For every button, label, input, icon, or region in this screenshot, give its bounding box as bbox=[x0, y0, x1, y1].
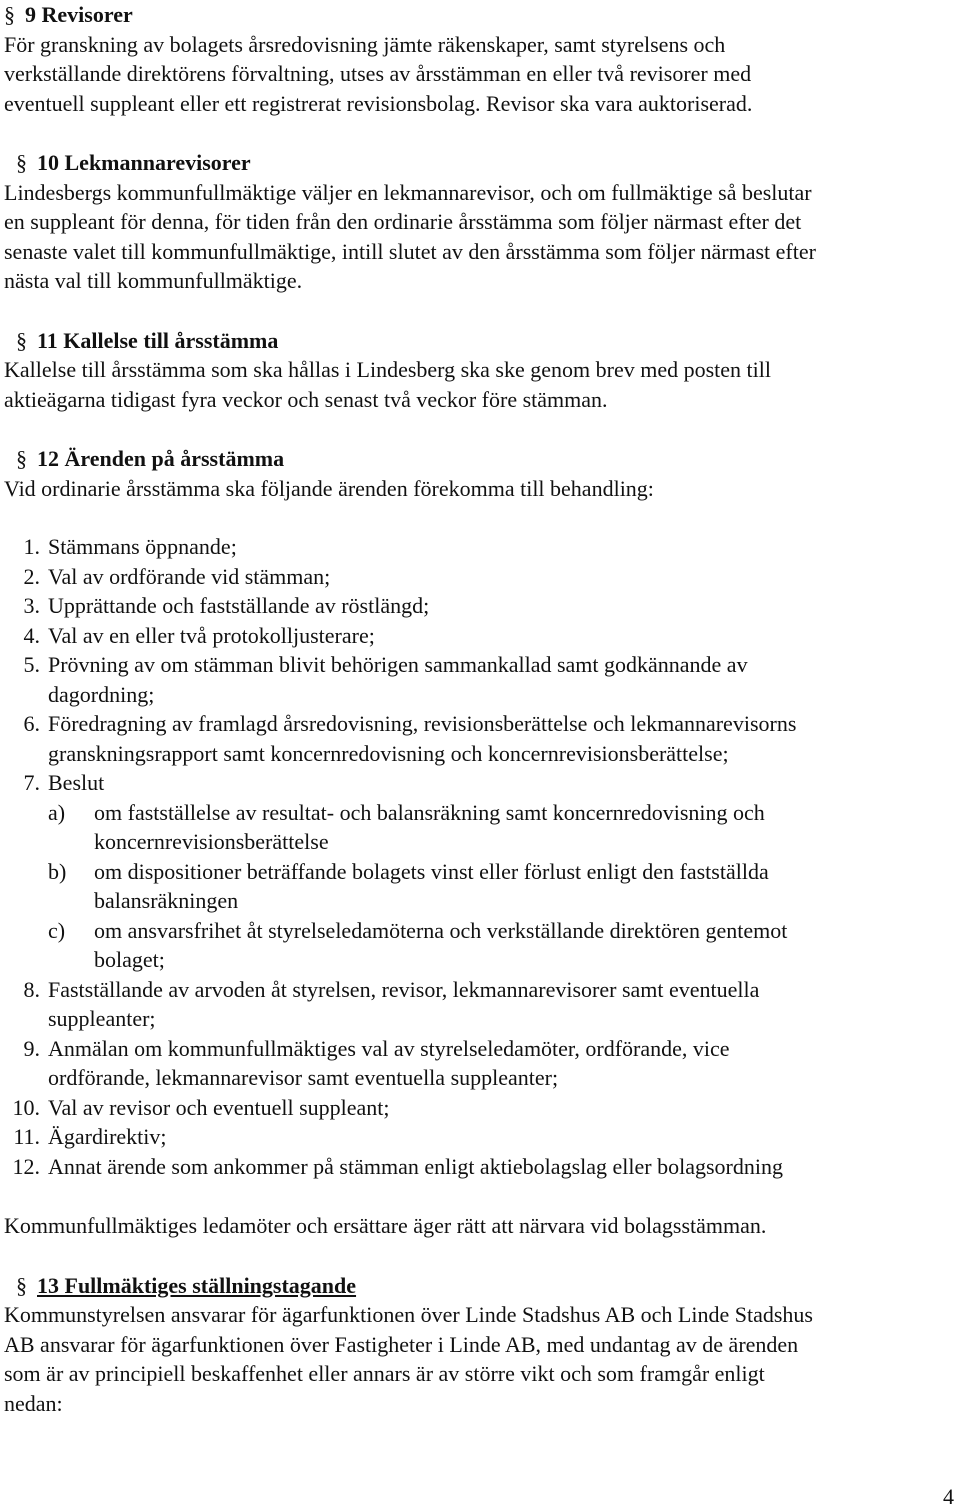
spacer bbox=[4, 1181, 954, 1211]
sub-item-label: c) bbox=[48, 917, 66, 943]
section-13 bbox=[4, 1271, 954, 1419]
section-title: 11 Kallelse till årsstämma bbox=[37, 327, 279, 353]
list-item-text: Prövning av om stämman blivit behörigen sammankallad samt godkännande av bbox=[48, 652, 748, 677]
paragraph-line: Vid ordinarie årsstämma ska följande ärenden förekomma till behandling: bbox=[4, 475, 654, 501]
paragraph-line: AB ansvarar för ägarfunktionen över Fastigheter i Linde AB, med undantag av de ärenden bbox=[4, 1331, 799, 1357]
list-item-text: Anmälan om kommunfullmäktiges val av styrelseledamöter, ordförande, vice bbox=[48, 1035, 730, 1061]
list-number: 2. bbox=[23, 563, 40, 589]
sub-item-label: b) bbox=[48, 858, 67, 884]
document-page bbox=[4, 0, 954, 1418]
paragraph-line: Kallelse till årsstämma som ska hållas i Lindesberg ska ske genom brev med posten till bbox=[4, 357, 771, 382]
section-title: 13 Fullmäktiges ställningstagande bbox=[37, 1272, 357, 1298]
list-item-text: Ägardirektiv; bbox=[48, 1124, 167, 1149]
paragraph-line: Lindesbergs kommunfullmäktige väljer en lekmannarevisor, och om fullmäktige så beslutar bbox=[4, 179, 812, 205]
list-item bbox=[4, 650, 954, 680]
spacer bbox=[4, 118, 954, 148]
list-item bbox=[4, 709, 954, 739]
list-number: 7. bbox=[23, 770, 40, 795]
section-9 bbox=[4, 0, 954, 118]
list-item bbox=[4, 975, 954, 1005]
list-number: 8. bbox=[23, 976, 40, 1002]
list-item bbox=[4, 621, 954, 651]
section-12 bbox=[4, 444, 954, 1241]
paragraph-line: eventuell suppleant eller ett registrerat revisionsbolag. Revisor ska vara auktoriserad. bbox=[4, 90, 753, 116]
section-heading bbox=[4, 326, 954, 356]
list-item-text: Val av en eller två protokolljusterare; bbox=[48, 622, 375, 648]
sub-list-item-continuation bbox=[4, 945, 954, 975]
sub-item-text: bolaget; bbox=[94, 947, 165, 972]
list-item-continuation bbox=[4, 680, 954, 710]
paragraph-line: aktieägarna tidigast fyra veckor och senast två veckor före stämman. bbox=[4, 386, 608, 412]
list-item bbox=[4, 1152, 954, 1182]
paragraph-line: verkställande direktörens förvaltning, utses av årsstämman en eller två revisorer med bbox=[4, 61, 752, 86]
list-number: 12. bbox=[12, 1153, 40, 1179]
paragraph-line: För granskning av bolagets årsredovisning jämte räkenskaper, samt styrelsens och bbox=[4, 31, 726, 57]
list-item bbox=[4, 1122, 954, 1152]
spacer bbox=[4, 1241, 954, 1271]
section-heading bbox=[4, 0, 954, 30]
spacer bbox=[4, 296, 954, 326]
spacer bbox=[4, 503, 954, 532]
list-item-text: Beslut bbox=[48, 770, 105, 795]
spacer bbox=[4, 414, 954, 444]
paragraph-line: en suppleant för denna, för tiden från den ordinarie årsstämma som följer närmast efter det bbox=[4, 209, 802, 234]
list-number: 10. bbox=[12, 1094, 40, 1120]
paragraph-line: Kommunstyrelsen ansvarar för ägarfunktionen över Linde Stadshus AB och Linde Stadshus bbox=[4, 1302, 813, 1327]
sub-item-label: a) bbox=[48, 799, 66, 825]
section-heading bbox=[4, 444, 954, 474]
paragraph-line: nästa val till kommunfullmäktige. bbox=[4, 268, 303, 293]
sub-list-item bbox=[4, 857, 954, 887]
section-symbol: § bbox=[16, 1272, 27, 1298]
list-item bbox=[4, 591, 954, 621]
list-item bbox=[4, 562, 954, 592]
section-symbol: § bbox=[16, 327, 27, 353]
list-item bbox=[4, 532, 954, 562]
list-item-text: Fastställande av arvoden åt styrelsen, revisor, lekmannarevisorer samt eventuella bbox=[48, 976, 760, 1002]
sub-list-item-continuation bbox=[4, 827, 954, 857]
numbered-list bbox=[4, 532, 954, 1181]
list-item-text: Annat ärende som ankommer på stämman enligt aktiebolagslag eller bolagsordning bbox=[48, 1153, 783, 1179]
section-heading bbox=[4, 148, 954, 178]
paragraph-line: Kommunfullmäktiges ledamöter och ersättare äger rätt att närvara vid bolagsstämman. bbox=[4, 1213, 767, 1238]
list-number: 6. bbox=[23, 711, 40, 736]
list-item-continuation bbox=[4, 1004, 954, 1034]
paragraph-line: nedan: bbox=[4, 1390, 63, 1416]
list-number: 11. bbox=[13, 1124, 40, 1149]
sub-item-text: om dispositioner beträffande bolagets vinst eller förlust enligt den fastställda bbox=[94, 858, 769, 884]
list-item-text: Upprättande och fastställande av röstlängd; bbox=[48, 593, 430, 618]
page-number: 4 bbox=[943, 1484, 954, 1509]
sub-item-text: koncernrevisionsberättelse bbox=[94, 829, 329, 854]
section-title: 9 Revisorer bbox=[25, 2, 133, 27]
list-item-text: granskningsrapport samt koncernredovisning och koncernrevisionsberättelse; bbox=[48, 740, 729, 766]
list-item-text: Föredragning av framlagd årsredovisning, revisionsberättelse och lekmannarevisorns bbox=[48, 711, 797, 736]
section-symbol: § bbox=[16, 150, 27, 175]
list-item-text: Val av revisor och eventuell suppleant; bbox=[48, 1094, 390, 1120]
list-item-text: ordförande, lekmannarevisor samt eventuella suppleanter; bbox=[48, 1065, 559, 1090]
list-item-continuation bbox=[4, 739, 954, 769]
sub-list-item bbox=[4, 916, 954, 946]
list-number: 5. bbox=[23, 652, 40, 677]
list-number: 9. bbox=[23, 1035, 40, 1061]
section-heading bbox=[4, 1271, 954, 1301]
sub-item-text: om fastställelse av resultat- och balansräkning samt koncernredovisning och bbox=[94, 799, 765, 825]
section-title: 10 Lekmannarevisorer bbox=[37, 150, 251, 175]
sub-item-text: om ansvarsfrihet åt styrelseledamöterna och verkställande direktören gentemot bbox=[94, 917, 788, 943]
sub-list-item-continuation bbox=[4, 886, 954, 916]
list-item bbox=[4, 1034, 954, 1064]
list-item-continuation bbox=[4, 1063, 954, 1093]
section-10 bbox=[4, 148, 954, 296]
section-symbol: § bbox=[4, 2, 15, 27]
list-item bbox=[4, 768, 954, 798]
section-symbol: § bbox=[16, 446, 27, 471]
list-item-text: suppleanter; bbox=[48, 1006, 156, 1031]
list-number: 3. bbox=[23, 593, 40, 618]
list-item-text: Val av ordförande vid stämman; bbox=[48, 563, 331, 589]
section-title: 12 Ärenden på årsstämma bbox=[37, 446, 285, 471]
list-item-text: Stämmans öppnande; bbox=[48, 534, 237, 559]
list-item-text: dagordning; bbox=[48, 681, 155, 707]
paragraph-line: senaste valet till kommunfullmäktige, intill slutet av den årsstämma som följer närmast efter bbox=[4, 238, 816, 264]
section-11 bbox=[4, 326, 954, 415]
paragraph-line: som är av principiell beskaffenhet eller annars är av större vikt och som framgår enligt bbox=[4, 1361, 765, 1386]
list-number: 4. bbox=[23, 622, 40, 648]
list-item bbox=[4, 1093, 954, 1123]
sub-list-item bbox=[4, 798, 954, 828]
sub-item-text: balansräkningen bbox=[94, 888, 239, 913]
list-number: 1. bbox=[23, 534, 40, 559]
